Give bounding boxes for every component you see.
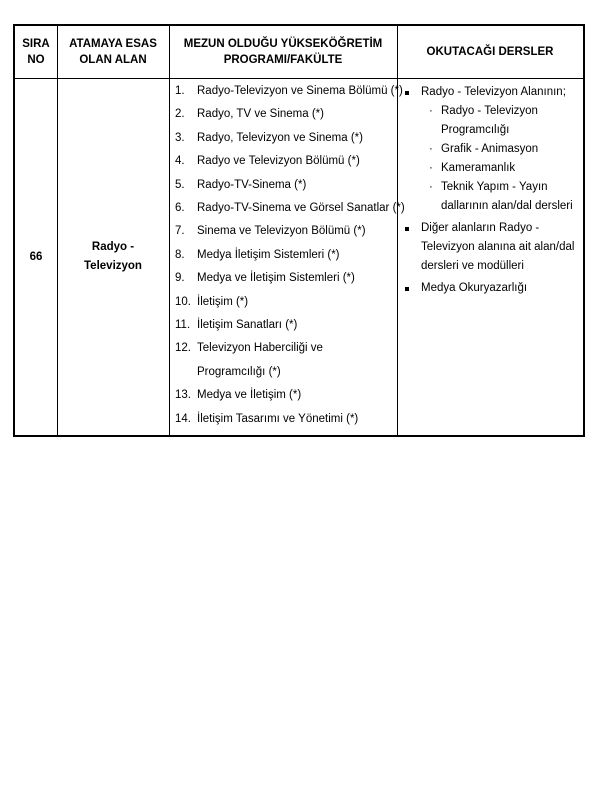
course-subitem-text: Programcılığı — [441, 124, 510, 136]
course-item — [403, 219, 583, 276]
header-text: OLAN ALAN — [79, 54, 147, 66]
program-number: 11. — [175, 319, 191, 332]
course-subitem — [403, 178, 583, 216]
row-alan — [57, 78, 169, 435]
course-subitem-text: Teknik Yapım - Yayın — [441, 181, 548, 193]
program-text: Radyo-TV-Sinema (*) — [197, 178, 307, 191]
column-divider — [169, 26, 170, 435]
course-subitem-text: Radyo - Televizyon — [441, 105, 538, 117]
header-text: MEZUN OLDUĞU YÜKSEKÖĞRETİM — [183, 38, 383, 50]
course-subitem-text: Grafik - Animasyon — [441, 143, 539, 155]
course-subitem — [403, 140, 583, 159]
row-sira-no: 66 — [29, 250, 43, 263]
course-text: Radyo - Televizyon Alanının; — [421, 86, 566, 98]
course-text: Diğer alanların Radyo - — [421, 222, 540, 234]
program-number: 6. — [175, 202, 185, 215]
program-text: Radyo-Televizyon ve Sinema Bölümü (*) — [197, 85, 403, 97]
course-subitem-text: dallarının alan/dal dersleri — [441, 200, 573, 212]
course-text: Medya Okuryazarlığı — [421, 282, 528, 294]
dot-bullet-icon: · — [429, 162, 433, 174]
alan-text: Televizyon — [84, 259, 142, 272]
program-number: 3. — [175, 131, 185, 144]
header-text: SIRA — [22, 38, 50, 50]
header-text: ATAMAYA ESAS — [69, 38, 157, 50]
program-text: Radyo, Televizyon ve Sinema (*) — [197, 131, 363, 144]
header-text: NO — [27, 54, 45, 66]
program-item — [175, 220, 405, 243]
course-subitem — [403, 102, 583, 140]
program-text: Medya ve İletişim (*) — [197, 389, 302, 402]
program-text: Sinema ve Televizyon Bölümü (*) — [197, 225, 366, 238]
program-item — [175, 80, 405, 103]
program-item — [175, 103, 405, 126]
program-text: Medya İletişim Sistemleri (*) — [197, 248, 340, 261]
program-item — [175, 337, 405, 360]
square-bullet-icon — [405, 287, 409, 291]
course-subitem — [403, 159, 583, 178]
program-list — [175, 80, 405, 431]
program-number: 13. — [175, 389, 191, 402]
course-subitem-text: Kameramanlık — [441, 162, 516, 174]
header-mezun-program — [169, 26, 397, 78]
program-number: 2. — [175, 108, 185, 121]
program-number: 5. — [175, 178, 185, 191]
program-item — [175, 314, 405, 337]
course-list — [403, 83, 583, 298]
header-sira-no — [15, 26, 57, 78]
program-text: İletişim Tasarımı ve Yönetimi (*) — [197, 412, 359, 425]
dot-bullet-icon: · — [429, 143, 433, 155]
header-text: OKUTACAĞI DERSLER — [426, 46, 554, 58]
program-number: 12. — [175, 342, 191, 355]
course-item — [403, 279, 583, 298]
program-number: 7. — [175, 225, 185, 238]
program-number: 9. — [175, 272, 185, 285]
program-number: 8. — [175, 248, 185, 261]
program-text: Radyo ve Televizyon Bölümü (*) — [197, 155, 360, 168]
header-atamaya-esas-alan — [57, 26, 169, 78]
header-okutacagi-dersler — [397, 26, 583, 78]
program-item — [175, 127, 405, 150]
dot-bullet-icon: · — [429, 105, 433, 117]
square-bullet-icon — [405, 227, 409, 231]
program-item-continuation: Programcılığı (*) — [197, 365, 281, 378]
alan-text: Radyo - — [91, 240, 135, 253]
course-text: dersleri ve modülleri — [421, 260, 524, 272]
program-number: 4. — [175, 155, 185, 168]
assignment-table — [13, 24, 585, 437]
program-item — [175, 197, 405, 220]
program-text: Radyo-TV-Sinema ve Görsel Sanatlar (*) — [197, 202, 405, 215]
program-item — [175, 291, 405, 314]
program-text: İletişim Sanatları (*) — [197, 319, 298, 332]
program-item — [175, 244, 405, 267]
program-item — [175, 150, 405, 173]
program-text: Radyo, TV ve Sinema (*) — [197, 108, 324, 121]
program-item — [175, 408, 405, 431]
course-text: Televizyon alanına ait alan/dal — [421, 241, 575, 253]
dot-bullet-icon: · — [429, 181, 433, 193]
course-item — [403, 83, 583, 102]
program-number: 1. — [175, 85, 185, 97]
program-item — [175, 174, 405, 197]
program-item — [175, 384, 405, 407]
program-number: 10. — [175, 295, 191, 308]
program-item — [175, 267, 405, 290]
header-text: PROGRAMI/FAKÜLTE — [223, 54, 343, 66]
square-bullet-icon — [405, 91, 409, 95]
program-text: Televizyon Haberciliği ve — [197, 342, 323, 355]
program-text: İletişim (*) — [197, 295, 249, 308]
program-number: 14. — [175, 412, 191, 425]
program-text: Medya ve İletişim Sistemleri (*) — [197, 272, 355, 285]
